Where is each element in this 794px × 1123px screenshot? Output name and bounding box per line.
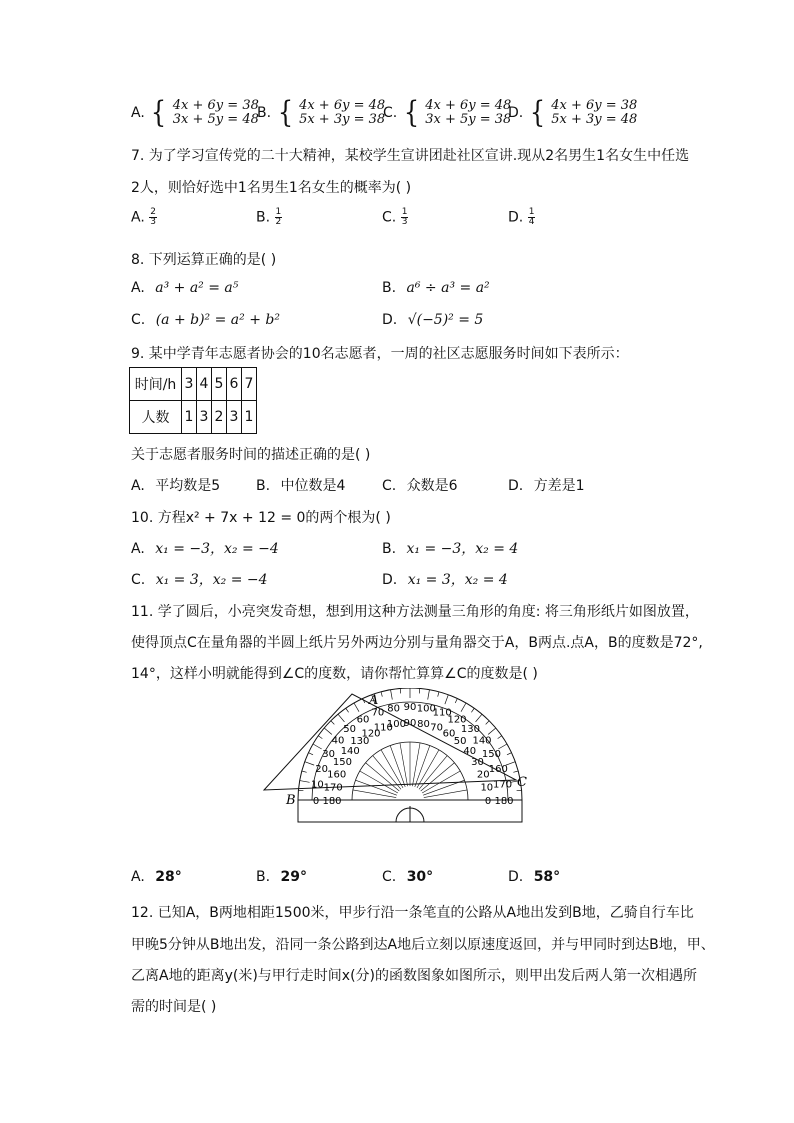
option-expression: √(−5)² = 5 <box>407 312 484 328</box>
protractor-tick <box>324 728 332 734</box>
protractor-inner-number: 40 <box>463 745 477 757</box>
option-label: D. <box>382 572 398 588</box>
q7-option-d <box>508 208 535 227</box>
equation-1: 4x + 6y = 38 <box>172 98 259 113</box>
equation-system <box>173 99 259 127</box>
option-text: 中位数是4 <box>280 478 346 494</box>
protractor-outer-number: 70 <box>371 707 385 719</box>
table-cell: 1 <box>242 401 257 434</box>
protractor-ray <box>353 790 396 798</box>
q11-line-1: 11. 学了圆后，小亮突发奇想，想到用这种方法测量三角形的角度: 将三角形纸片如图放置， <box>131 604 699 620</box>
protractor-outer-number: 80 <box>387 703 401 715</box>
option-label: D. <box>382 312 398 328</box>
protractor-inner-number: 60 <box>442 728 456 740</box>
protractor-tick <box>486 721 490 725</box>
q11-option-a <box>131 869 182 885</box>
table-cell: 7 <box>242 368 257 401</box>
q7-line-1: 7. 为了学习宣传党的二十大精神，某校学生宣讲团赴社区宣讲.现从2名男生1名女生中任选 <box>131 148 690 164</box>
q10-option-d <box>382 569 508 589</box>
option-label: C. <box>382 209 397 226</box>
protractor-inner-number: 10 <box>480 782 494 794</box>
q10-option-c <box>131 569 268 589</box>
option-text: 方差是1 <box>533 478 585 494</box>
q6-option-d <box>508 95 638 130</box>
q8-option-b <box>382 280 490 296</box>
protractor-ray <box>415 745 430 786</box>
q11-line-3: 14°，这样小明就能得到∠C的度数，请你帮忙算算∠C的度数是( ) <box>131 666 538 682</box>
protractor-tick <box>305 762 314 765</box>
q10-stem: 10. 方程x² + 7x + 12 = 0的两个根为( ) <box>131 510 391 526</box>
denominator: 4 <box>528 217 535 227</box>
protractor-ray <box>400 743 408 786</box>
option-label: A. <box>131 105 145 121</box>
point-c-label: C <box>517 775 527 790</box>
fraction <box>528 208 536 227</box>
protractor-tick <box>381 692 382 697</box>
option-text: 29° <box>280 869 307 885</box>
denominator: 3 <box>150 217 156 227</box>
numerator: 1 <box>275 207 282 217</box>
q9-prompt: 关于志愿者服务时间的描述正确的是( ) <box>131 447 371 463</box>
protractor-inner-number: 100 <box>386 719 407 731</box>
protractor-outer-number: 150 <box>481 749 501 760</box>
protractor-ray <box>360 771 398 793</box>
fraction <box>401 208 409 227</box>
protractor-outer-number: 40 <box>331 735 345 747</box>
protractor-inner-number: 160 <box>327 769 347 781</box>
protractor-inner-number: 20 <box>476 769 490 781</box>
protractor-tick <box>438 692 439 697</box>
protractor-outer-number: 20 <box>315 763 329 775</box>
protractor-inner-number: 180 <box>322 796 342 807</box>
table-cell: 1 <box>182 401 197 434</box>
protractor-ray <box>355 780 396 795</box>
protractor-ray <box>417 750 439 788</box>
option-label: A. <box>131 209 145 226</box>
equation-2: 5x + 3y = 48 <box>551 112 638 127</box>
brace-icon: { <box>151 95 167 130</box>
option-label: C. <box>131 312 146 328</box>
brace-icon: { <box>403 95 419 130</box>
numerator: 2 <box>150 207 156 217</box>
protractor-tick <box>354 703 359 712</box>
q8-option-a <box>131 280 238 296</box>
q9-option-c <box>382 475 458 495</box>
protractor-tick <box>461 703 466 712</box>
option-label: C. <box>382 478 397 494</box>
q7-option-b <box>256 208 282 227</box>
option-label: D. <box>508 869 524 885</box>
protractor-tick <box>318 736 322 739</box>
protractor-tick <box>308 753 313 755</box>
option-label: A. <box>131 280 145 296</box>
protractor-ray <box>412 743 420 786</box>
protractor-outer-number: 170 <box>493 779 513 791</box>
protractor-tick <box>488 728 496 734</box>
protractor-outer-number: 110 <box>432 707 452 719</box>
protractor-tick <box>445 695 448 704</box>
protractor-tick <box>346 708 349 712</box>
option-text: 30° <box>406 869 434 885</box>
protractor-inner-number: 130 <box>350 736 370 748</box>
equation-2: 5x + 3y = 38 <box>299 112 386 127</box>
protractor <box>298 688 522 822</box>
option-text: 58° <box>533 869 561 885</box>
protractor-inner-number: 120 <box>361 728 381 740</box>
option-expression: (a + b)² = a² + b² <box>155 312 280 328</box>
equation-1: 4x + 6y = 38 <box>551 98 638 113</box>
protractor-outer-number: 10 <box>311 779 324 791</box>
q12-line-3: 乙离A地的距离y(米)与甲行走时间x(分)的函数图象如图所示，则甲出发后两人第一次相遇所 <box>131 968 697 984</box>
q8-option-d <box>382 312 483 328</box>
q8-option-c <box>131 312 280 328</box>
q7-line-2: 2人，则恰好选中1名男生1名女生的概率为( ) <box>131 180 412 196</box>
q6-option-c <box>383 95 512 130</box>
option-label: C. <box>131 572 146 588</box>
q12-line-4: 需的时间是( ) <box>131 999 217 1015</box>
protractor-inner-number: 80 <box>417 719 430 731</box>
protractor-tick <box>455 698 457 703</box>
table-cell: 3 <box>197 401 212 434</box>
option-expression: x₁ = 3，x₂ = 4 <box>407 572 508 588</box>
denominator: 3 <box>401 217 408 227</box>
protractor-inner-number: 110 <box>373 722 393 734</box>
option-expression: x₁ = 3，x₂ = −4 <box>155 572 268 588</box>
option-label: B. <box>382 280 397 296</box>
q11-line-2: 使得顶点C在量角器的半圆上纸片另外两边分别与量角器交于A，B两点.点A，B的度数是72°, <box>131 635 703 651</box>
protractor-tick <box>302 771 307 772</box>
protractor-tick <box>313 744 322 749</box>
q7-option-a <box>131 208 157 227</box>
protractor-ray <box>381 750 403 788</box>
table-cell: 3 <box>227 401 242 434</box>
brace-icon: { <box>529 95 545 130</box>
equation-1: 4x + 6y = 48 <box>299 98 386 113</box>
protractor-outer-number: 50 <box>343 723 356 735</box>
q9-stem: 9. 某中学青年志愿者协会的10名志愿者，一周的社区志愿服务时间如下表所示： <box>131 346 629 362</box>
q6-options <box>131 95 651 132</box>
equation-2: 3x + 5y = 38 <box>425 112 512 127</box>
table-cell: 6 <box>227 368 242 401</box>
protractor-outer-number: 30 <box>322 749 335 760</box>
equation-2: 3x + 5y = 48 <box>172 112 259 127</box>
protractor-tick <box>428 690 430 700</box>
point-b-label: B <box>286 793 296 808</box>
point-a-label: A <box>369 693 379 708</box>
option-label: A. <box>131 478 145 494</box>
fraction <box>149 208 157 227</box>
numerator: 1 <box>528 207 535 217</box>
option-label: C. <box>383 105 398 121</box>
protractor-tick <box>300 781 310 783</box>
option-label: B. <box>257 105 272 121</box>
protractor-outer-number: 120 <box>447 714 467 726</box>
q9-data-table <box>129 367 257 434</box>
protractor-tick <box>476 714 482 722</box>
protractor-inner-number: 140 <box>340 745 360 757</box>
brace-icon: { <box>277 95 293 130</box>
protractor-inner-number: 30 <box>471 757 484 768</box>
q8-stem: 8. 下列运算正确的是( ) <box>131 252 277 268</box>
protractor-ray <box>424 790 467 798</box>
equation-system <box>299 99 385 127</box>
protractor-tick <box>471 708 474 712</box>
option-text: 平均数是5 <box>155 478 221 494</box>
q11-option-b <box>256 869 307 885</box>
option-label: A. <box>131 869 145 885</box>
table-cell: 4 <box>197 368 212 401</box>
option-label: B. <box>256 209 271 226</box>
protractor-inner-number: 70 <box>430 722 444 734</box>
protractor-tick <box>513 771 518 772</box>
q12-line-2: 甲晚5分钟从B地出发，沿同一条公路到达A地后立刻以原速度返回，并与甲同时到达B地，甲、 <box>131 937 715 953</box>
q11-option-c <box>382 869 433 885</box>
table-row <box>130 401 257 434</box>
option-text: 28° <box>155 869 182 885</box>
protractor-inner-number: 170 <box>323 782 343 794</box>
protractor-outer-number: 140 <box>472 735 492 747</box>
protractor-outer-number: 60 <box>356 714 370 726</box>
protractor-outer-number: 130 <box>460 723 480 735</box>
table-row-header: 时间/h <box>130 368 182 401</box>
option-expression: a³ + a² = a⁵ <box>155 280 239 296</box>
q7-option-c <box>382 208 408 227</box>
protractor-tick <box>338 714 344 722</box>
protractor-outer-number: 180 <box>494 796 514 807</box>
table-cell: 3 <box>182 368 197 401</box>
option-label: B. <box>382 541 397 557</box>
option-label: C. <box>382 869 397 885</box>
numerator: 1 <box>401 207 408 217</box>
option-expression: a⁶ ÷ a³ = a² <box>406 280 490 296</box>
q11-option-d <box>508 869 560 885</box>
protractor-inner-number: 150 <box>332 757 352 768</box>
fraction <box>275 208 283 227</box>
protractor-tick <box>331 721 335 725</box>
table-cell: 5 <box>212 368 227 401</box>
option-label: D. <box>508 478 524 494</box>
q10-option-a <box>131 538 279 558</box>
option-text: 众数是6 <box>406 478 458 494</box>
denominator: 2 <box>275 217 282 227</box>
q6-option-a <box>131 95 259 130</box>
protractor-inner-number: 50 <box>453 736 467 748</box>
protractor-tick <box>507 753 512 755</box>
equation-1: 4x + 6y = 48 <box>425 98 512 113</box>
option-expression: x₁ = −3，x₂ = 4 <box>406 541 519 557</box>
protractor-outer-number: 100 <box>416 703 436 715</box>
q9-option-a <box>131 475 220 495</box>
q10-option-b <box>382 538 518 558</box>
equation-system <box>425 99 511 127</box>
protractor-figure <box>262 688 542 828</box>
equation-system <box>551 99 637 127</box>
q9-option-b <box>256 475 345 495</box>
option-label: B. <box>256 478 271 494</box>
table-row <box>130 368 257 401</box>
table-cell: 2 <box>212 401 227 434</box>
protractor-outer-number: 0 <box>312 796 320 807</box>
option-label: B. <box>256 869 271 885</box>
protractor-ray <box>390 745 405 786</box>
protractor-outer-number: 160 <box>488 763 508 775</box>
q9-option-d <box>508 475 585 495</box>
table-row-header: 人数 <box>130 401 182 434</box>
q6-option-b <box>257 95 386 130</box>
option-label: D. <box>508 105 524 121</box>
q12-line-1: 12. 已知A，B两地相距1500米，甲步行沿一条笔直的公路从A地出发到B地，乙骑自行车比 <box>131 905 694 921</box>
protractor-tick <box>391 690 393 700</box>
protractor-tick <box>498 736 502 739</box>
option-expression: x₁ = −3，x₂ = −4 <box>155 541 279 557</box>
protractor-outer-number: 90 <box>403 702 417 713</box>
protractor-inner-number: 90 <box>403 718 417 729</box>
option-label: D. <box>508 209 524 226</box>
option-label: A. <box>131 541 145 557</box>
protractor-inner-number: 0 <box>484 796 492 807</box>
